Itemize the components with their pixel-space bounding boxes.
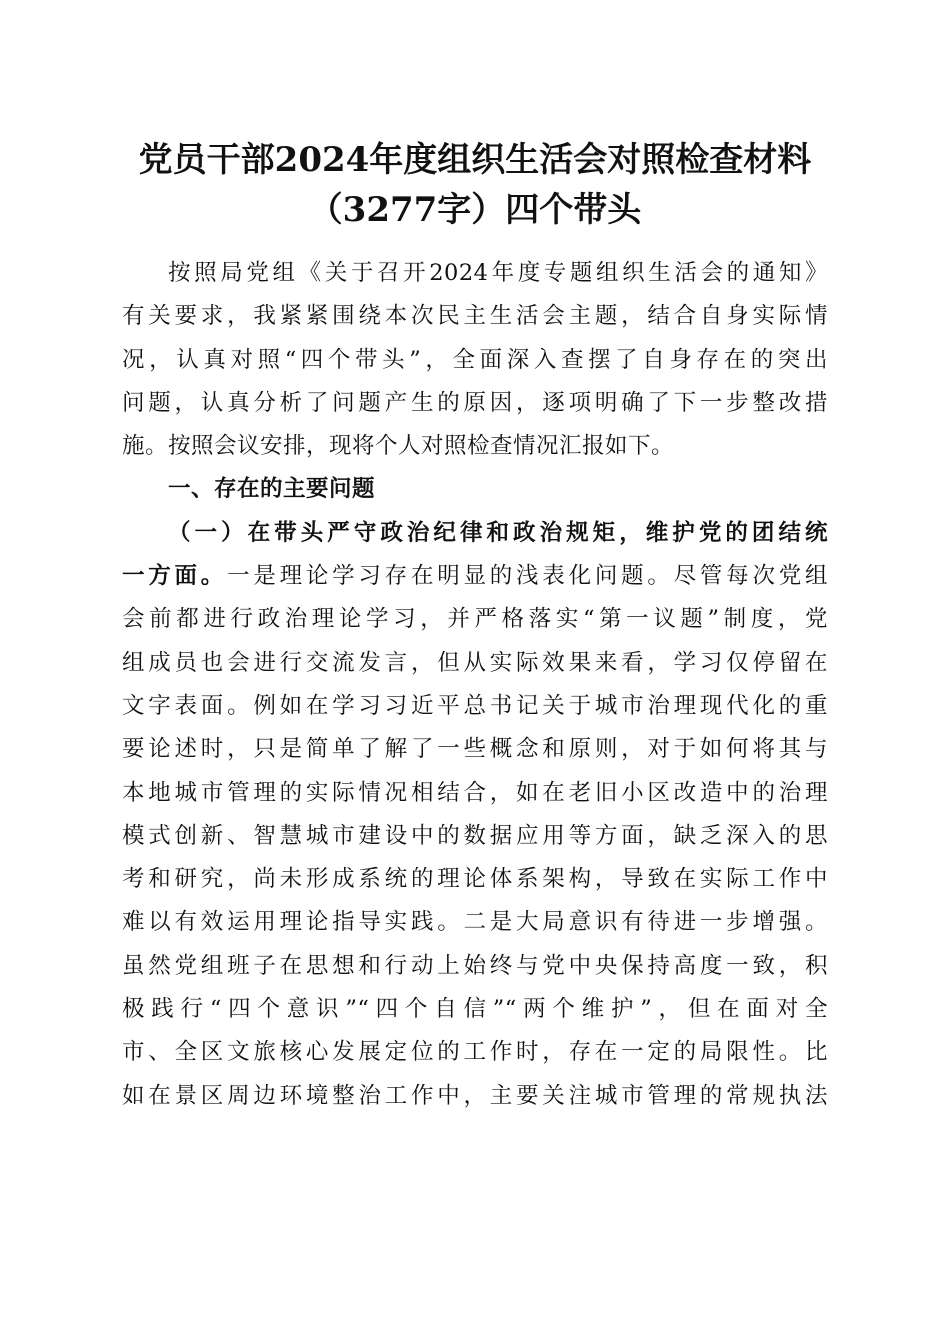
- intro-line: 况，认真对照“四个带头”，全面深入查摆了自身存在的突出: [122, 346, 828, 373]
- intro-line: 施。按照会议安排，现将个人对照检查情况汇报如下。: [122, 433, 675, 460]
- intro-line: 有关要求，我紧紧围绕本次民主生活会主题，结合自身实际情: [122, 303, 828, 330]
- subsection-heading: （一）在带头严守政治纪律和政治规矩，维护党的团结统: [168, 519, 828, 546]
- body-line: 会前都进行政治理论学习，并严格落实“第一议题”制度，党: [122, 606, 828, 633]
- body-line: 难以有效运用理论指导实践。二是大局意识有待进一步增强。: [122, 909, 828, 936]
- body-line: 组成员也会进行交流发言，但从实际效果来看，学习仅停留在: [122, 649, 828, 676]
- body-line: 如在景区周边环境整治工作中，主要关注城市管理的常规执法: [122, 1082, 828, 1109]
- document-body: [122, 252, 828, 1118]
- document-title-line-1: 党员干部2024年度组织生活会对照检查材料: [138, 140, 812, 180]
- subsection-heading-tail: 一方面。: [122, 563, 228, 590]
- document-title-line-2: （3277字）四个带头: [308, 190, 642, 230]
- body-line: 虽然党组班子在思想和行动上始终与党中央保持高度一致，积: [122, 952, 828, 979]
- body-line: 极践行“四个意识”“四个自信”“两个维护”，但在面对全: [122, 996, 828, 1023]
- body-line: [122, 555, 828, 598]
- intro-line: 问题，认真分析了问题产生的原因，逐项明确了下一步整改措: [122, 389, 828, 416]
- body-line: 本地城市管理的实际情况相结合，如在老旧小区改造中的治理: [122, 779, 828, 806]
- body-line: 要论述时，只是简单了解了一些概念和原则，对于如何将其与: [122, 736, 828, 763]
- intro-line: 按照局党组《关于召开2024年度专题组织生活会的通知》: [168, 260, 828, 286]
- body-line: 文字表面。例如在学习习近平总书记关于城市治理现代化的重: [122, 692, 828, 719]
- body-line: 考和研究，尚未形成系统的理论体系架构，导致在实际工作中: [122, 866, 828, 893]
- section-heading: 一、存在的主要问题: [168, 476, 376, 503]
- body-line-text: 一是理论学习存在明显的浅表化问题。尽管每次党组: [227, 563, 828, 590]
- body-line: 模式创新、智慧城市建设中的数据应用等方面，缺乏深入的思: [122, 822, 828, 849]
- body-line: 市、全区文旅核心发展定位的工作时，存在一定的局限性。比: [122, 1039, 828, 1066]
